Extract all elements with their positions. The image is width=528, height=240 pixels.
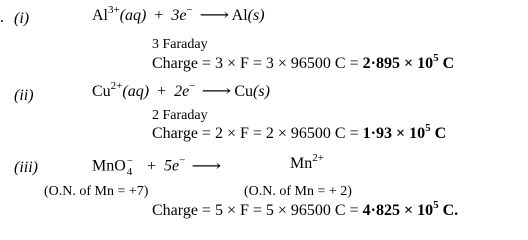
reaction-ii	[92, 80, 270, 100]
reactant-charge: 2+	[110, 80, 123, 92]
plus-sign: +	[147, 157, 157, 175]
faraday-i: 3 Faraday	[152, 37, 208, 52]
reaction-i	[92, 4, 265, 24]
electrons: 3e	[171, 7, 187, 24]
reactant-state: (aq)	[119, 7, 147, 24]
reactant: MnO	[92, 157, 126, 175]
reaction-iii-left	[92, 156, 224, 178]
product: Mn	[290, 155, 313, 172]
stray-mark: .	[0, 9, 4, 26]
charge-result: $2\cdot 895 \times 10^5$ C	[362, 52, 455, 72]
reactant-state: (aq)	[122, 83, 150, 100]
charge-line-i	[152, 52, 455, 72]
reactant-sub-sup: − 4	[126, 155, 133, 178]
item-label-i: (i)	[14, 10, 30, 27]
oxidation-number-left: (O.N. of Mn = +7)	[44, 184, 149, 199]
reactant: Al	[92, 7, 108, 24]
product-state: (s)	[247, 7, 265, 24]
oxidation-number-right: (O.N. of Mn = + 2)	[244, 184, 352, 199]
electron-charge: −	[186, 4, 193, 16]
reaction-arrow: ⟶	[199, 7, 230, 24]
reactant: Cu	[92, 83, 111, 100]
faraday-ii: 2 Faraday	[152, 108, 208, 123]
reaction-iii-product	[290, 152, 324, 172]
reaction-arrow: ⟶	[201, 83, 232, 100]
item-label-iii: (iii)	[14, 159, 38, 176]
product: Cu	[234, 83, 254, 100]
reactant-charge: 3+	[108, 4, 120, 16]
plus-sign: +	[157, 83, 167, 100]
product-state: (s)	[253, 83, 270, 100]
electrons: 2e	[174, 83, 190, 100]
charge-result: $1\cdot 93 \times 10^5$ C	[362, 122, 447, 142]
product: Al	[231, 7, 248, 24]
charge-line-iii	[152, 199, 459, 219]
product-charge: 2+	[312, 152, 324, 164]
electrons: 5e	[164, 157, 180, 175]
item-label-ii: (ii)	[14, 87, 34, 104]
charge-expression: Charge = 3 × F = 3 × 96500 C =	[152, 55, 359, 72]
charge-expression: Charge = 2 × F = 2 × 96500 C =	[152, 125, 359, 142]
reaction-arrow: ⟶	[191, 157, 222, 175]
electron-charge: −	[189, 80, 196, 92]
charge-expression: Charge = 5 × F = 5 × 96500 C =	[152, 202, 359, 219]
charge-result: $4\cdot 825 \times 10^5$ C.	[362, 199, 459, 219]
charge-line-ii	[152, 122, 447, 142]
electron-charge: −	[179, 154, 186, 167]
plus-sign: +	[154, 7, 164, 24]
